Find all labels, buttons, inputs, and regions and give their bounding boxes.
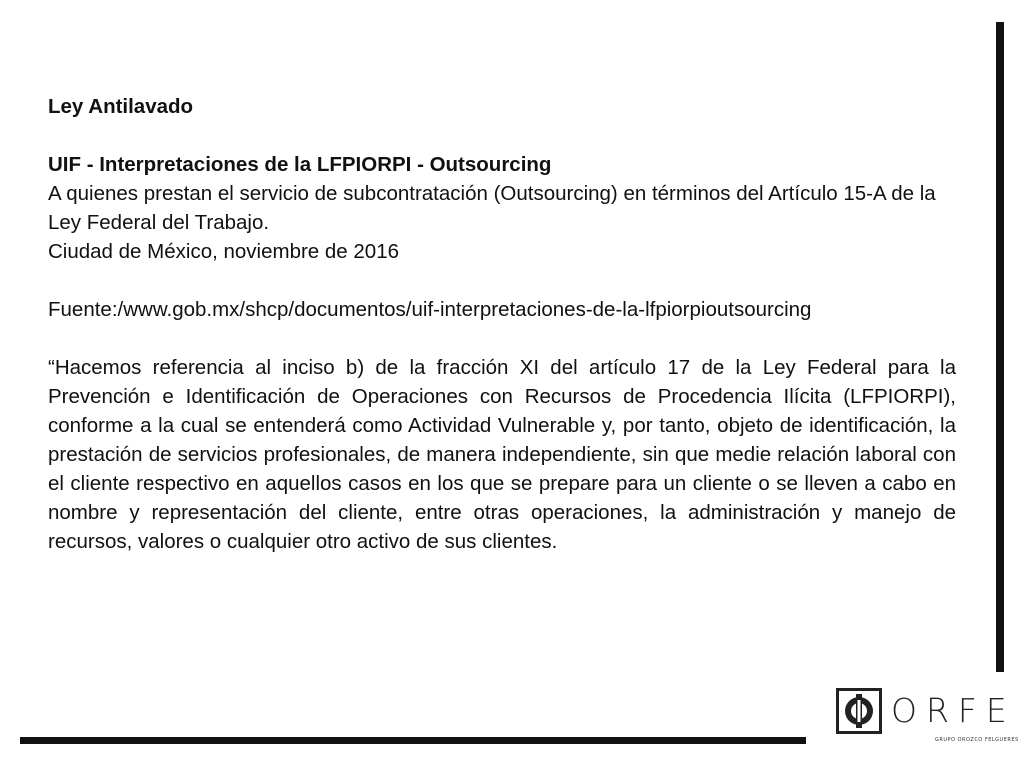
bottom-horizontal-rule <box>20 737 806 744</box>
quote-paragraph: “Hacemos referencia al inciso b) de la fracción XI del artículo 17 de la Ley Federal para la Prevención e Identificación de Operaciones con Recursos de Procedencia Ilícita (LFPIORPI), conforme a la cual se entenderá como Actividad Vulnerable y, por tanto, objeto de identificación, la prestación de servicios profesionales, de manera independiente, sin que medie relación laboral con el cliente respectivo en aquellos casos en los que se prepare para un cliente o se lleven a cabo en nombre y representación del cliente, entre otras operaciones, la administración y manejo de recursos, valores o cualquier otro activo de sus clientes. <box>48 356 956 553</box>
date-line: Ciudad de México, noviembre de 2016 <box>48 240 399 263</box>
slide-content <box>48 92 956 556</box>
logo-wordmark: ORFE <box>891 691 1016 730</box>
right-vertical-rule <box>996 22 1004 672</box>
orfe-logo <box>836 688 1019 748</box>
slide-subtitle: UIF - Interpretaciones de la LFPIORPI - Outsourcing <box>48 153 552 176</box>
orfe-logo-icon <box>836 688 882 734</box>
source-line: Fuente:/www.gob.mx/shcp/documentos/uif-interpretaciones-de-la-lfpiorpioutsourcing <box>48 298 812 321</box>
spacer <box>48 266 956 295</box>
intro-paragraph: A quienes prestan el servicio de subcontratación (Outsourcing) en términos del Artículo 15-A de la Ley Federal del Trabajo. <box>48 182 936 234</box>
slide-title: Ley Antilavado <box>48 95 194 118</box>
spacer <box>48 121 956 150</box>
logo-subtitle: GRUPO OROZCO FELGUERES <box>935 737 1019 743</box>
spacer <box>48 324 956 353</box>
